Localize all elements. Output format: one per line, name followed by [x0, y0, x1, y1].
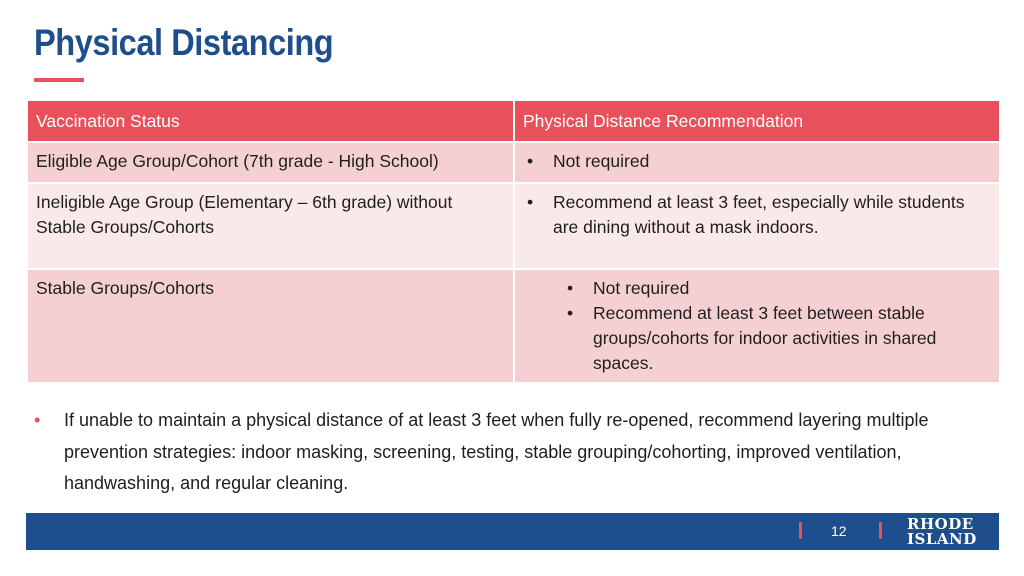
row-recommendation-cell [514, 183, 1000, 269]
layering-note [34, 405, 934, 500]
page-title: Physical Distancing [34, 22, 334, 63]
bullet-item: • Recommend at least 3 feet, especially while students are dining without a mask indoors. [523, 190, 991, 240]
table-row [28, 142, 1000, 183]
page-number: 12 [831, 523, 847, 539]
header-distance-recommendation: Physical Distance Recommendation [514, 101, 1000, 142]
logo-line: ISLAND [907, 530, 977, 548]
bullet-item: • Not required [563, 276, 991, 301]
footer-bar [26, 513, 999, 550]
table-row [28, 269, 1000, 382]
row-recommendation-cell [514, 142, 1000, 183]
logo-line: RHODE [907, 515, 974, 533]
row-recommendation-cell [514, 269, 1000, 382]
header-vaccination-status: Vaccination Status [28, 101, 514, 142]
bullet-item: • Not required [523, 149, 991, 174]
distancing-table [28, 101, 1001, 382]
row-status-cell: Stable Groups/Cohorts [28, 269, 514, 382]
bullet-list [523, 149, 991, 174]
bullet-item: • Recommend at least 3 feet between stable groups/cohorts for indoor activities in shared spaces. [563, 301, 991, 376]
bullet-list [523, 190, 991, 240]
bullet-icon: • [34, 410, 41, 430]
note-text: If unable to maintain a physical distance of at least 3 feet when fully re-opened, recommend layering multiple prevention strategies: indoor masking, screening, testing, stable grouping/cohorting, improved ventilation, handwashing, and regular cleaning. [64, 410, 929, 493]
table-header-row [28, 101, 1000, 142]
bullet-list [523, 276, 991, 376]
divider [879, 522, 882, 539]
rhode-island-logo [907, 517, 977, 547]
row-status-cell: Eligible Age Group/Cohort (7th grade - High School) [28, 142, 514, 183]
divider [799, 522, 802, 539]
table-row [28, 183, 1000, 269]
row-status-cell: Ineligible Age Group (Elementary – 6th grade) without Stable Groups/Cohorts [28, 183, 514, 269]
title-underline [34, 78, 84, 82]
